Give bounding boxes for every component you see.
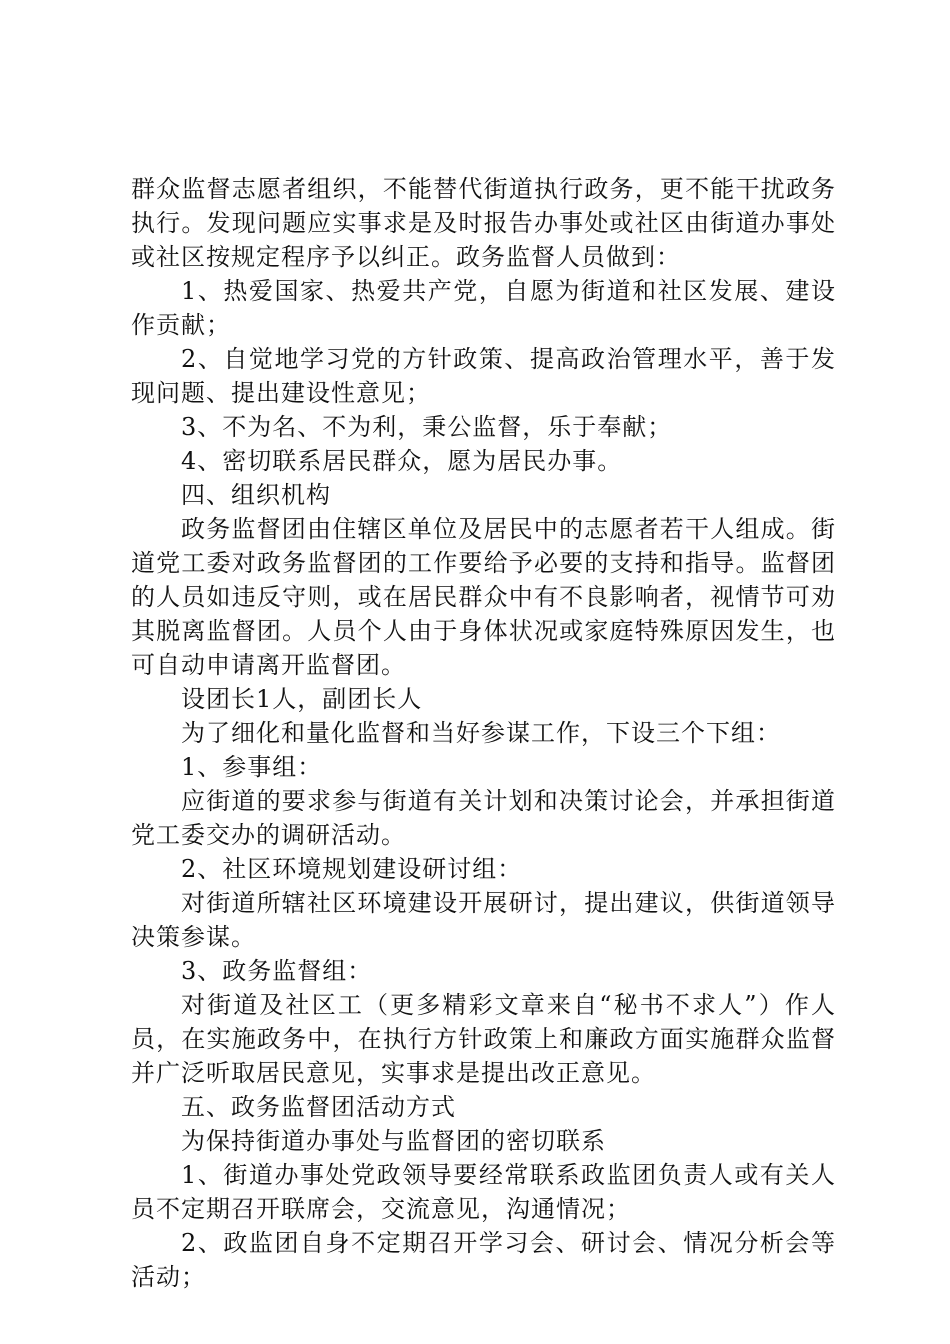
paragraph: 2、自觉地学习党的方针政策、提高政治管理水平，善于发现问题、提出建设性意见； — [131, 345, 836, 407]
paragraph: 1、街道办事处党政领导要经常联系政监团负责人或有关人员不定期召开联席会，交流意见，沟通情况； — [131, 1161, 836, 1223]
paragraph: 4、密切联系居民群众，愿为居民办事。 — [181, 447, 623, 475]
paragraph: 政务监督团由住辖区单位及居民中的志愿者若干人组成。街道党工委对政务监督团的工作要给予必要的支持和指导。监督团的人员如违反守则，或在居民群众中有不良影响者，视情节可劝其脱离监督团。人员个人由于身体状况或家庭特殊原因发生，也可自动申请离开监督团。 — [131, 515, 836, 679]
section-heading: 四、组织机构 — [181, 481, 331, 509]
paragraph: 为了细化和量化监督和当好参谋工作，下设三个下组： — [181, 719, 781, 747]
paragraph: 设团长1人，副团长人 — [181, 685, 423, 713]
section-heading: 五、政务监督团活动方式 — [181, 1093, 456, 1121]
subsection-heading: 2、社区环境规划建设研讨组： — [181, 855, 523, 883]
document-page — [131, 172, 836, 1294]
paragraph: 1、热爱国家、热爱共产党，自愿为街道和社区发展、建设作贡献； — [131, 277, 836, 339]
paragraph: 2、政监团自身不定期召开学习会、研讨会、情况分析会等活动； — [131, 1229, 836, 1291]
paragraph: 3、不为名、不为利，秉公监督，乐于奉献； — [181, 413, 673, 441]
subsection-heading: 3、政务监督组： — [181, 957, 373, 985]
paragraph: 对街道所辖社区环境建设开展研讨，提出建议，供街道领导决策参谋。 — [131, 889, 836, 951]
paragraph: 应街道的要求参与街道有关计划和决策讨论会，并承担街道党工委交办的调研活动。 — [131, 787, 836, 849]
paragraph: 为保持街道办事处与监督团的密切联系 — [181, 1127, 606, 1155]
paragraph: 群众监督志愿者组织，不能替代街道执行政务，更不能干扰政务执行。发现问题应实事求是及时报告办事处或社区由街道办事处或社区按规定程序予以纠正。政务监督人员做到： — [131, 175, 836, 271]
paragraph: 对街道及社区工（更多精彩文章来自“秘书不求人”）作人员，在实施政务中，在执行方针政策上和廉政方面实施群众监督并广泛听取居民意见，实事求是提出改正意见。 — [131, 991, 836, 1087]
subsection-heading: 1、参事组： — [181, 753, 323, 781]
